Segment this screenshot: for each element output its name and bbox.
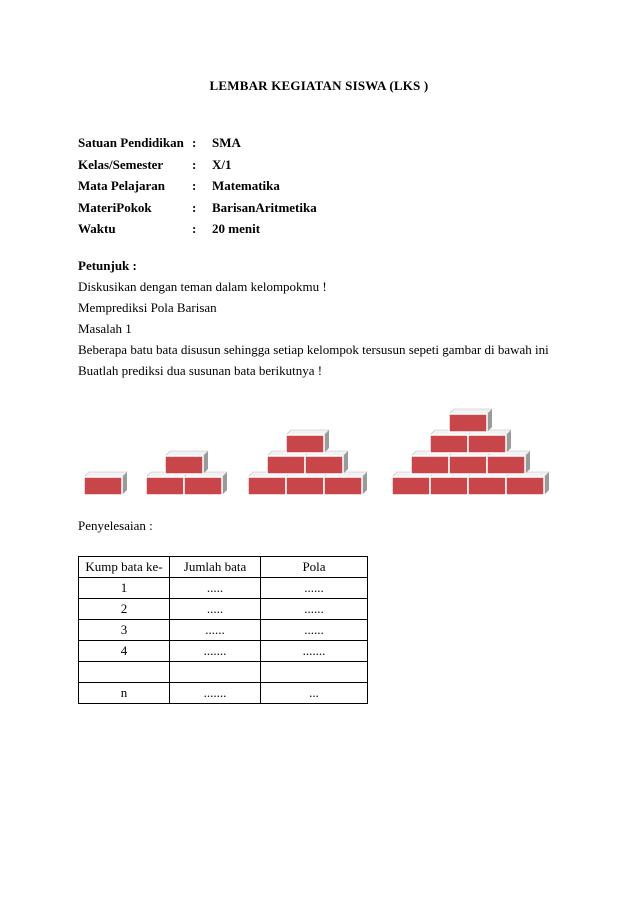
table-cell — [79, 662, 170, 683]
brick — [506, 472, 549, 495]
brick — [411, 451, 454, 474]
brick — [430, 472, 473, 495]
brick — [324, 472, 367, 495]
table-row — [79, 683, 368, 704]
table-cell: 1 — [79, 578, 170, 599]
table-row — [79, 641, 368, 662]
instruction-line: Diskusikan dengan teman dalam kelompokmu ! — [78, 279, 327, 294]
brick-group-4 — [392, 409, 549, 495]
brick — [468, 472, 511, 495]
table-cell: ....... — [261, 641, 368, 662]
info-colon: : — [192, 135, 197, 150]
table-header-cell: Pola — [261, 557, 368, 578]
info-value: 20 menit — [212, 221, 261, 236]
table-cell: ..... — [170, 578, 261, 599]
page-title: LEMBAR KEGIATAN SISWA (LKS ) — [209, 78, 429, 93]
table-row — [79, 620, 368, 641]
info-colon: : — [192, 200, 197, 215]
brick — [305, 451, 348, 474]
brick-group-2 — [146, 451, 227, 495]
brick-group-1 — [84, 472, 127, 495]
table-cell: ...... — [261, 599, 368, 620]
brick — [286, 472, 329, 495]
info-value: BarisanAritmetika — [212, 200, 317, 215]
brick — [430, 430, 473, 453]
table-cell: ...... — [170, 620, 261, 641]
info-colon: : — [192, 221, 197, 236]
brick — [449, 451, 492, 474]
table-row — [79, 662, 368, 683]
brick — [487, 451, 530, 474]
brick — [84, 472, 127, 495]
instruction-line: Beberapa batu bata disusun sehingga setiap kelompok tersusun sepeti gambar di bawah ini — [78, 342, 549, 357]
info-colon: : — [192, 178, 197, 193]
penyelesaian-heading: Penyelesaian : — [78, 518, 153, 533]
table-cell: ..... — [170, 599, 261, 620]
table-header-row — [79, 557, 368, 578]
brick — [468, 430, 511, 453]
instruction-line: Masalah 1 — [78, 321, 132, 336]
info-value: X/1 — [212, 157, 232, 172]
info-label: Kelas/Semester — [78, 157, 164, 172]
info-label: Mata Pelajaran — [78, 178, 166, 193]
table-cell: 3 — [79, 620, 170, 641]
table-cell: ...... — [261, 578, 368, 599]
brick — [392, 472, 435, 495]
table-cell: ....... — [170, 641, 261, 662]
petunjuk-heading: Petunjuk : — [78, 258, 137, 273]
brick-group-3 — [248, 430, 367, 495]
brick — [146, 472, 189, 495]
brick — [248, 472, 291, 495]
info-value: SMA — [212, 135, 241, 150]
table-cell — [261, 662, 368, 683]
info-value: Matematika — [212, 178, 280, 193]
info-label: Satuan Pendidikan — [78, 135, 184, 150]
table-cell: ... — [261, 683, 368, 704]
info-label: Waktu — [78, 221, 116, 236]
table-cell: 2 — [79, 599, 170, 620]
brick — [286, 430, 329, 453]
answer-table — [78, 556, 368, 704]
table-row — [79, 578, 368, 599]
brick — [165, 451, 208, 474]
brick — [449, 409, 492, 432]
brick — [184, 472, 227, 495]
info-label: MateriPokok — [78, 200, 152, 215]
table-cell: ...... — [261, 620, 368, 641]
table-header-cell: Kump bata ke- — [79, 557, 170, 578]
table-cell: n — [79, 683, 170, 704]
table-header-cell: Jumlah bata — [170, 557, 261, 578]
instruction-line: Memprediksi Pola Barisan — [78, 300, 217, 315]
table-cell: 4 — [79, 641, 170, 662]
instruction-line: Buatlah prediksi dua susunan bata berikutnya ! — [78, 363, 323, 378]
brick-pyramids-illustration — [0, 390, 638, 510]
table-cell — [170, 662, 261, 683]
table-row — [79, 599, 368, 620]
info-colon: : — [192, 157, 197, 172]
table-cell: ....... — [170, 683, 261, 704]
brick — [267, 451, 310, 474]
